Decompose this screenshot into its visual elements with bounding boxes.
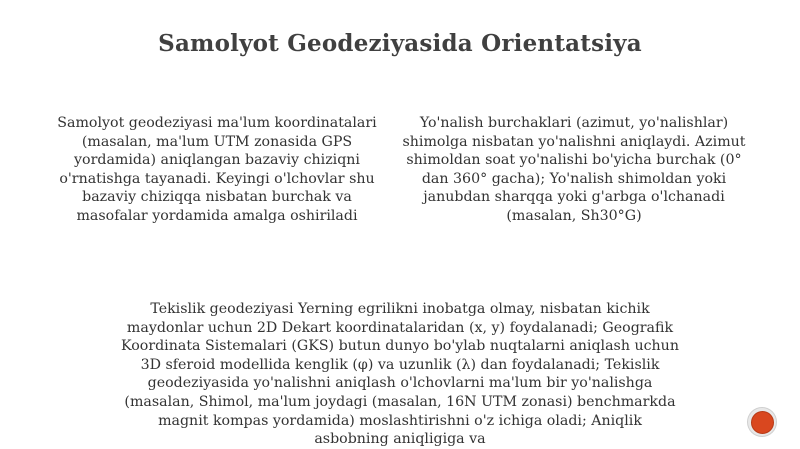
slide-nav-button[interactable]: [748, 408, 776, 436]
circle-nav-icon: [751, 411, 774, 434]
bottom-text-block: Tekislik geodeziyasi Yerning egriliknі inobatga olmay, nisbatan kichik maydonlar uchun 2D Dekart koordinatalaridan (x, y) foydalanadi; Geografik Koordinata Sistemalari (GKS) butun dunyo bo'ylab nuqtalarni aniqlash uchun 3D sferoid modellida kenglik (φ) va uzunlik (λ) dan foydalanadi; Tekislik geodeziyasida yo'nalishni aniqlash o'lchovlarni ma'lum bir yo'nalishga (masalan, Shimol, ma'lum joydagi (masalan, 16N UTM zonasi) benchmarkda magnit kompas yordamida) moslashtirishni o'z ichiga oladi; Aniqlik asbobning aniqligiga va: [121, 301, 679, 448]
slide-title: Samolyot Geodeziyasida Orientatsiya: [158, 30, 642, 57]
left-text-block: Samolyot geodeziyasi ma'lum koordinatalari (masalan, ma'lum UTM zonasida GPS yordamida) aniqlangan bazaviy chiziqni o'rnatishga tayanadi. Keyingi o'lchovlar shu bazaviy chiziqqa nisbatan burchak va masofalar yordamida amalga oshiriladi: [57, 115, 377, 224]
right-text-block: Yo'nalish burchaklari (azimut, yo'nalishlar) shimolga nisbatan yo'nalishni aniqlaydi. Azimut shimoldan soat yo'nalishi bo'yicha burchak (0° dan 360° gacha); Yo'nalish shimoldan yoki janubdan sharqqa yoki g'arbga o'lchanadi (masalan, Sh30°G): [402, 115, 746, 224]
